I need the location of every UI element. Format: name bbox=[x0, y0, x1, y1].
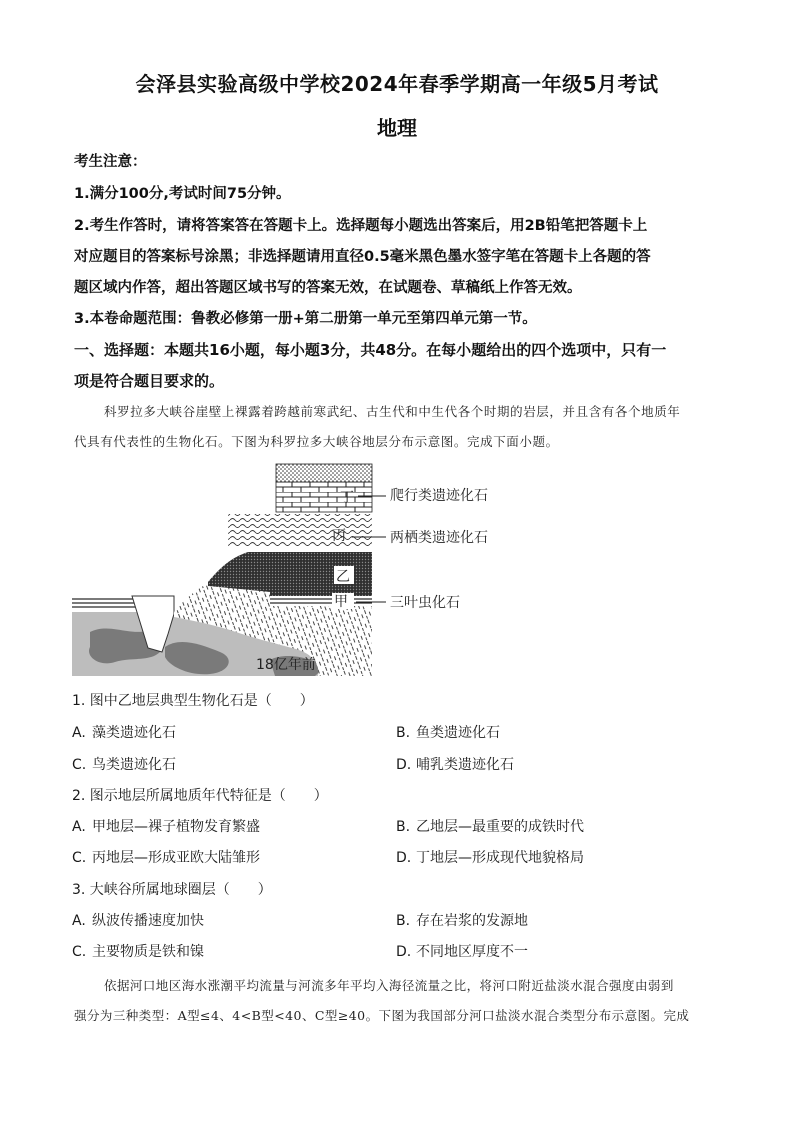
option[interactable] bbox=[396, 910, 528, 930]
notice-item: 1.满分100分,考试时间75分钟。 bbox=[74, 186, 291, 202]
option-key: B. bbox=[396, 913, 411, 929]
option-key: D. bbox=[396, 757, 412, 773]
option-text: 存在岩浆的发源地 bbox=[416, 913, 528, 929]
option-key: A. bbox=[72, 913, 86, 929]
option-text: 丙地层—形成亚欧大陆雏形 bbox=[92, 850, 260, 866]
layer-label-jia: 甲 bbox=[334, 594, 348, 610]
notice-heading: 考生注意： bbox=[74, 154, 147, 170]
layer-label-yi: 乙 bbox=[336, 569, 350, 585]
option-key: B. bbox=[396, 819, 411, 835]
option-text: 主要物质是铁和镍 bbox=[92, 944, 204, 960]
option[interactable] bbox=[72, 816, 260, 836]
option-text: 藻类遗迹化石 bbox=[92, 725, 176, 741]
layer-label-bing: 丙 bbox=[332, 528, 346, 544]
annotation-trilobite: 三叶虫化石 bbox=[390, 595, 460, 611]
option-text: 鱼类遗迹化石 bbox=[416, 725, 500, 741]
passage-line: 科罗拉多大峡谷崖壁上裸露着跨越前寒武纪、古生代和中生代各个时期的岩层，并且含有各个地质年 bbox=[104, 404, 681, 419]
layer-gap bbox=[228, 548, 372, 552]
option-text: 纵波传播速度加快 bbox=[92, 913, 204, 929]
option[interactable] bbox=[72, 722, 176, 742]
passage-line: 代具有代表性的生物化石。下图为科罗拉多大峡谷地层分布示意图。完成下面小题。 bbox=[74, 434, 559, 449]
option-key: D. bbox=[396, 944, 412, 960]
notice-item: 题区域内作答，超出答题区域书写的答案无效，在试题卷、草稿纸上作答无效。 bbox=[74, 280, 582, 296]
layer-bing bbox=[228, 514, 372, 548]
option[interactable] bbox=[396, 941, 528, 961]
notice-item: 对应题目的答案标号涂黑；非选择题请用直径0.5毫米黑色墨水签字笔在答题卡上各题的答 bbox=[74, 249, 651, 265]
section-heading: 一、选择题：本题共16小题，每小题3分，共48分。在每小题给出的四个选项中，只有一 bbox=[74, 341, 667, 359]
passage-line: 强分为三种类型：A型≤4、4<B型<40、C型≥40。下图为我国部分河口盐淡水混合类型分布示意图。完成 bbox=[74, 1008, 690, 1023]
option[interactable] bbox=[396, 816, 584, 836]
layer-top bbox=[276, 464, 372, 482]
option[interactable] bbox=[72, 754, 176, 774]
layer-ding bbox=[276, 482, 372, 512]
age-label: 18亿年前 bbox=[256, 657, 316, 673]
question-stem: 2. 图示地层所属地质年代特征是（ ） bbox=[72, 788, 328, 804]
passage-line: 依据河口地区海水涨潮平均流量与河流多年平均入海径流量之比，将河口附近盐淡水混合强度由弱到 bbox=[104, 978, 674, 993]
option-text: 哺乳类遗迹化石 bbox=[416, 757, 514, 773]
strata-diagram bbox=[70, 462, 510, 678]
option[interactable] bbox=[396, 722, 500, 742]
option[interactable] bbox=[72, 941, 204, 961]
section-heading-cont: 项是符合题目要求的。 bbox=[74, 372, 225, 390]
annotation-amphibian: 两栖类遗迹化石 bbox=[390, 530, 488, 546]
question-stem: 3. 大峡谷所属地球圈层（ ） bbox=[72, 882, 272, 898]
option-key: B. bbox=[396, 725, 411, 741]
option-text: 不同地区厚度不一 bbox=[416, 944, 528, 960]
layer-jia-strip bbox=[270, 596, 372, 606]
option-key: A. bbox=[72, 819, 86, 835]
option-text: 丁地层—形成现代地貌格局 bbox=[416, 850, 584, 866]
option[interactable] bbox=[72, 910, 204, 930]
exam-title: 会泽县实验高级中学校2024年春季学期高一年级5月考试 bbox=[135, 72, 659, 96]
notice-item: 3.本卷命题范围：鲁教必修第一册+第二册第一单元至第四单元第一节。 bbox=[74, 311, 537, 327]
notice-item: 2.考生作答时，请将答案答在答题卡上。选择题每小题选出答案后，用2B铅笔把答题卡上 bbox=[74, 218, 648, 234]
option-text: 鸟类遗迹化石 bbox=[92, 757, 176, 773]
option-key: A. bbox=[72, 725, 86, 741]
exam-subject: 地理 bbox=[377, 116, 417, 140]
option[interactable] bbox=[396, 847, 584, 867]
option-key: D. bbox=[396, 850, 412, 866]
option[interactable] bbox=[396, 754, 514, 774]
option-key: C. bbox=[72, 850, 87, 866]
layer-label-ding: 丁 bbox=[340, 490, 354, 506]
option-key: C. bbox=[72, 757, 87, 773]
option[interactable] bbox=[72, 847, 260, 867]
option-key: C. bbox=[72, 944, 87, 960]
option-text: 甲地层—裸子植物发育繁盛 bbox=[92, 819, 260, 835]
annotation-reptile: 爬行类遗迹化石 bbox=[390, 488, 488, 504]
option-text: 乙地层—最重要的成铁时代 bbox=[416, 819, 584, 835]
question-stem: 1. 图中乙地层典型生物化石是（ ） bbox=[72, 693, 314, 709]
